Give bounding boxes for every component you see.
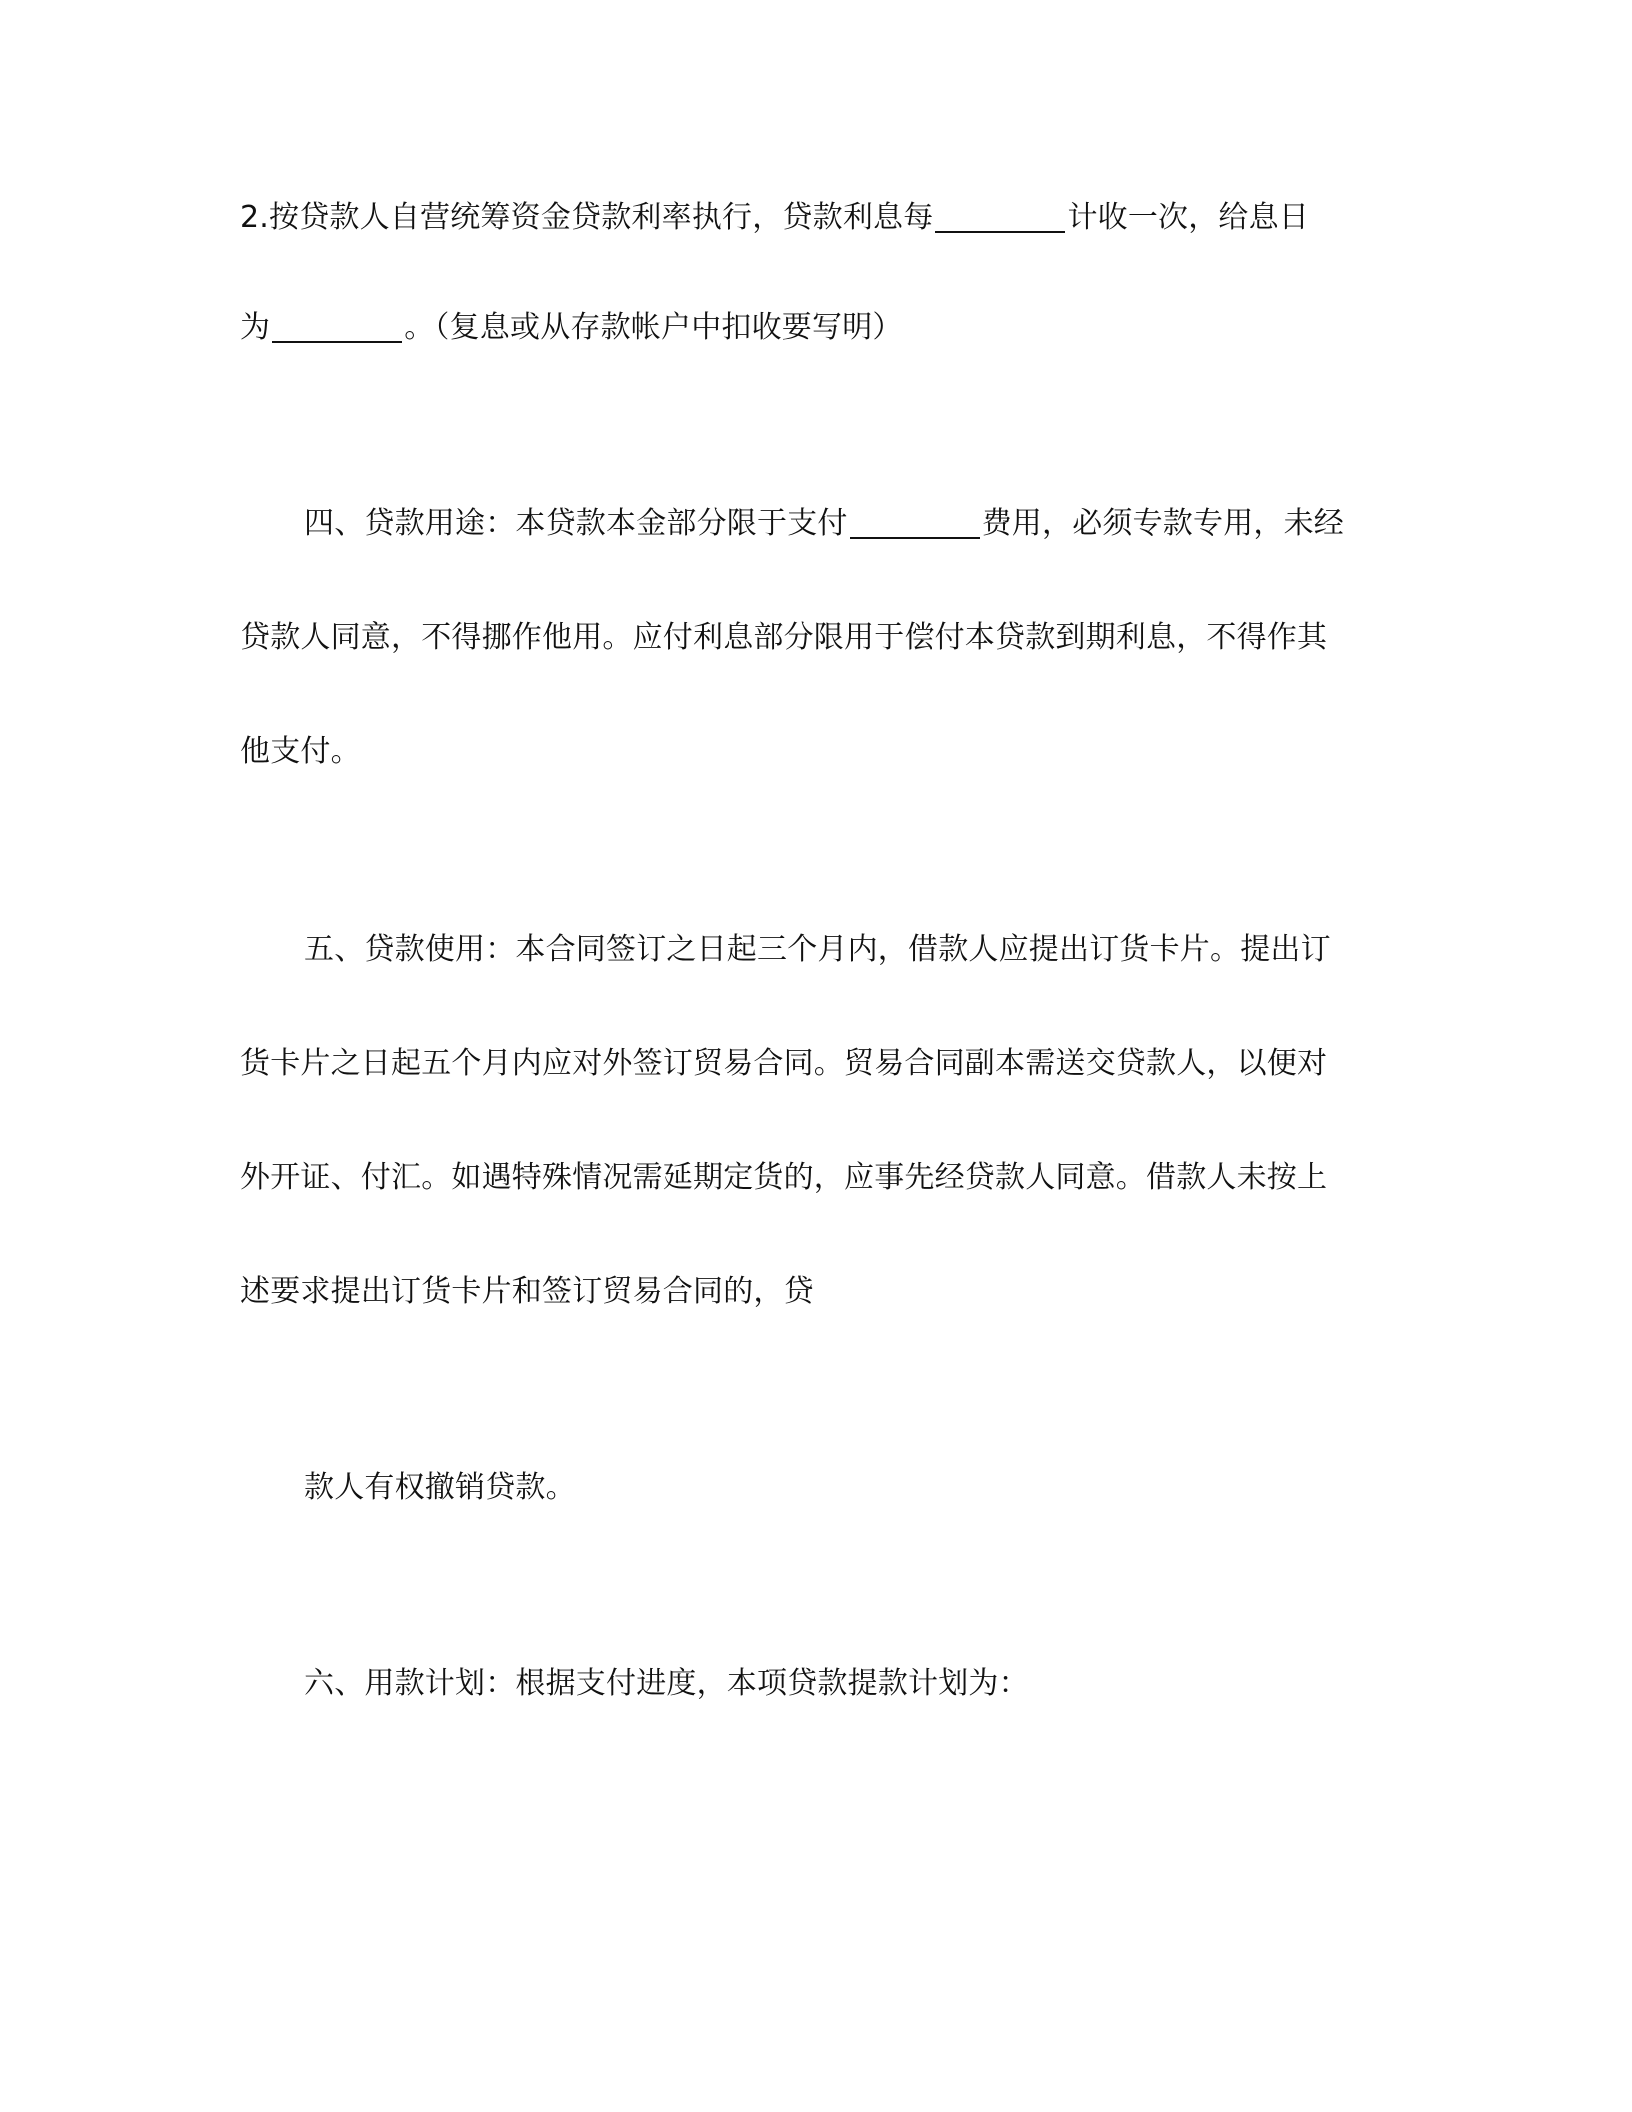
loan-use-line-3: 外开证、付汇。如遇特殊情况需延期定货的，应事先经贷款人同意。借款人未按上 — [240, 1160, 1328, 1195]
interest-clause-text: 2.按贷款人自营统筹资金贷款利率执行，贷款利息每 — [240, 200, 934, 235]
loan-purpose-text: 四、贷款用途：本贷款本金部分限于支付 — [304, 506, 848, 541]
loan-purpose-line-3: 他支付。 — [240, 734, 361, 769]
interest-period-blank — [935, 201, 1065, 233]
loan-use-line-1: 五、贷款使用：本合同签订之日起三个月内，借款人应提出订货卡片。提出订 — [304, 932, 1331, 967]
interest-clause-line-1 — [240, 198, 1309, 238]
interest-date-blank — [272, 311, 402, 343]
interest-clause-text: 计收一次，给息日 — [1067, 200, 1310, 235]
loan-purpose-line-2: 贷款人同意，不得挪作他用。应付利息部分限用于偿付本贷款到期利息，不得作其 — [240, 620, 1328, 655]
interest-clause-text: 。（复息或从存款帐户中扣收要写明） — [404, 310, 903, 345]
loan-use-line-2: 货卡片之日起五个月内应对外签订贸易合同。贸易合同副本需送交贷款人，以便对 — [240, 1046, 1328, 1081]
loan-use-line-5: 款人有权撤销贷款。 — [304, 1470, 576, 1505]
loan-purpose-line-1 — [304, 504, 1344, 544]
drawdown-plan-line-1: 六、用款计划：根据支付进度，本项贷款提款计划为： — [304, 1666, 1029, 1701]
interest-clause-line-2 — [240, 308, 903, 348]
loan-use-line-4: 述要求提出订货卡片和签订贸易合同的，贷 — [240, 1274, 814, 1309]
payment-purpose-blank — [850, 507, 980, 539]
loan-purpose-text: 费用，必须专款专用，未经 — [981, 506, 1345, 541]
interest-clause-text: 为 — [240, 310, 271, 345]
